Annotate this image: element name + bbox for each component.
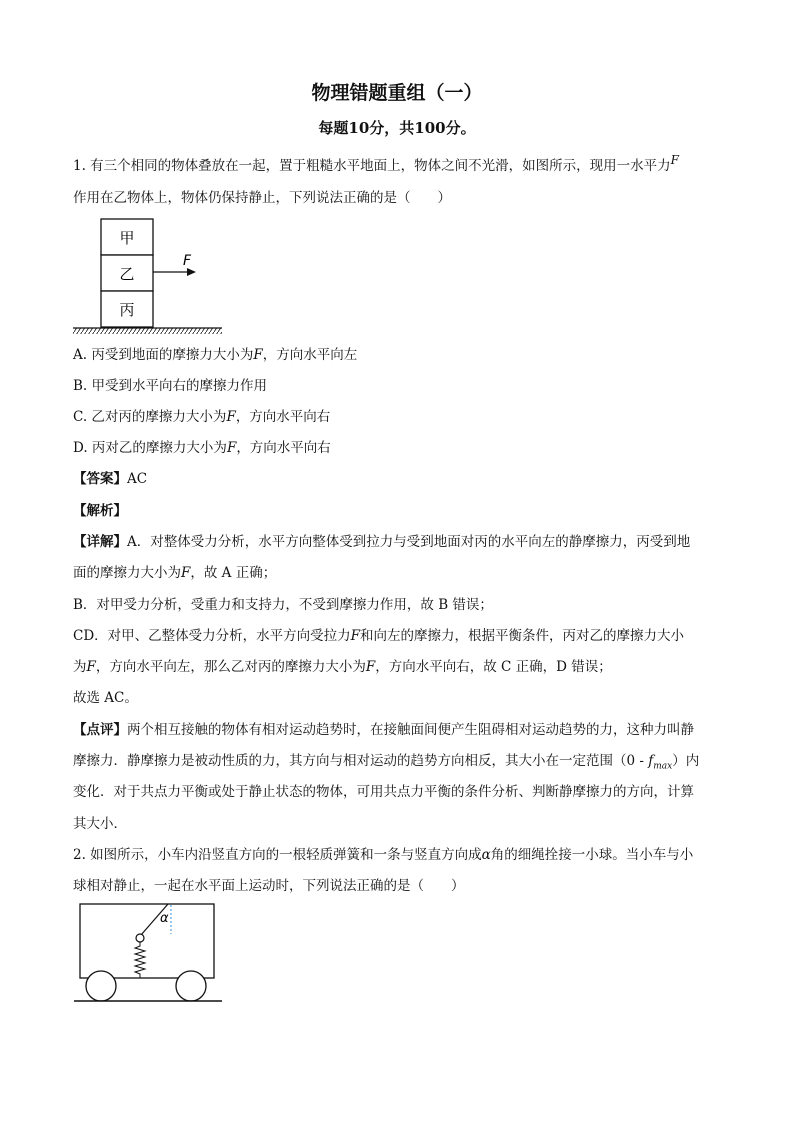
analysis-tag: 【解析】 bbox=[73, 503, 127, 519]
detail-line2-tail: ，故 A 正确； bbox=[190, 565, 277, 581]
detail-line5-var2: F bbox=[365, 659, 376, 675]
option-c-var: F bbox=[226, 409, 236, 425]
q1-answer bbox=[73, 470, 147, 488]
q2-figure-cart bbox=[70, 900, 230, 1006]
detail-line2-text: 面的摩擦力大小为 bbox=[73, 565, 181, 581]
q1-stem-line2: 作用在乙物体上，物体仍保持静止，下列说法正确的是（ ） bbox=[73, 190, 451, 206]
q1-comment-line1 bbox=[73, 721, 694, 739]
block-bing-label: 丙 bbox=[119, 301, 135, 319]
option-d-var: F bbox=[226, 440, 237, 456]
option-a-text: A. 丙受到地面的摩擦力大小为 bbox=[73, 347, 254, 363]
q1-comment-line2 bbox=[73, 752, 699, 776]
comment-line2-text: 摩擦力．静摩擦力是被动性质的力，其方向与相对运动的趋势方向相反，其大小在一定范围（0 - bbox=[73, 753, 649, 769]
q1-option-d bbox=[73, 439, 331, 457]
angle-label: α bbox=[160, 911, 169, 926]
q1-comment-line4: 其大小． bbox=[73, 816, 127, 832]
answer-value: AC bbox=[127, 471, 148, 487]
cart-body bbox=[80, 904, 214, 978]
right-wheel bbox=[176, 971, 206, 1001]
detail-line4-text: CD．对甲、乙整体受力分析，水平方向受拉力 bbox=[73, 628, 351, 644]
q1-figure-stacked-blocks bbox=[70, 218, 230, 338]
option-a-var: F bbox=[253, 347, 263, 363]
force-arrow-head bbox=[187, 268, 196, 276]
ball bbox=[136, 934, 144, 942]
detail-line5-a: 为 bbox=[73, 659, 87, 675]
detail-line5-var1: F bbox=[86, 659, 96, 675]
ground-hatch bbox=[73, 328, 222, 334]
answer-tag: 【答案】 bbox=[73, 471, 127, 487]
detail-line4-tail: 和向左的摩擦力，根据平衡条件，丙对乙的摩擦力大小 bbox=[360, 628, 685, 644]
detail-tag: 【详解】 bbox=[73, 534, 127, 550]
q1-detail-line1 bbox=[73, 533, 690, 551]
q1-stem-var-f: F bbox=[670, 153, 679, 167]
comment-fmax: f bbox=[648, 753, 654, 769]
detail-line4-var: F bbox=[350, 628, 361, 644]
page-subtitle: 每题10分，共100分。 bbox=[318, 119, 476, 137]
detail-line2-var: F bbox=[181, 565, 191, 581]
q1-option-a bbox=[73, 346, 357, 364]
comment-line2-tail: ）内 bbox=[672, 753, 700, 769]
option-a-tail: ，方向水平向左 bbox=[262, 347, 358, 363]
option-c-text: C. 乙对丙的摩擦力大小为 bbox=[73, 409, 227, 425]
q1-detail-line5 bbox=[73, 658, 612, 676]
option-c-tail: ，方向水平向右 bbox=[235, 409, 331, 425]
detail-line5-b: ，方向水平向左，那么乙对丙的摩擦力大小为 bbox=[95, 659, 366, 675]
q1-option-b: B. 甲受到水平向右的摩擦力作用 bbox=[73, 378, 268, 394]
detail-line1-text: A．对整体受力分析，水平方向整体受到拉力与受到地面对丙的水平向左的静摩擦力，丙受到地 bbox=[127, 534, 691, 550]
block-yi-label: 乙 bbox=[119, 265, 135, 283]
option-d-tail: ，方向水平向右 bbox=[236, 440, 331, 456]
detail-line5-c: ，方向水平向右，故 C 正确，D 错误； bbox=[375, 659, 612, 675]
comment-line1-text: 两个相互接触的物体有相对运动趋势时，在接触面间便产生阻碍相对运动趋势的力，这种力叫静 bbox=[127, 722, 694, 738]
q2-stem-line2: 球相对静止，一起在水平面上运动时，下列说法正确的是（ ） bbox=[73, 878, 465, 894]
block-jia-label: 甲 bbox=[119, 229, 135, 247]
q1-analysis-tag bbox=[73, 502, 127, 520]
q1-detail-line3: B．对甲受力分析，受重力和支持力，不受到摩擦力作用，故 B 错误； bbox=[73, 597, 493, 613]
q2-stem-line1 bbox=[73, 846, 693, 864]
q1-option-c bbox=[73, 408, 330, 426]
q1-stem-line1 bbox=[73, 153, 679, 175]
q2-stem-alpha: α bbox=[481, 847, 491, 863]
q2-stem-text: 2. 如图所示，小车内沿竖直方向的一根轻质弹簧和一条与竖直方向成 bbox=[73, 847, 482, 863]
q1-stem-text: 1. 有三个相同的物体叠放在一起，置于粗糙水平地面上，物体之间不光滑，如图所示，现用一水平力 bbox=[73, 158, 671, 174]
page-title: 物理错题重组（一） bbox=[311, 82, 483, 104]
q2-stem-tail: 角的细绳拴接一小球。当小车与小 bbox=[490, 847, 694, 863]
force-label: F bbox=[183, 253, 192, 269]
left-wheel bbox=[86, 971, 116, 1001]
q1-detail-line2 bbox=[73, 564, 276, 582]
comment-fmax-sub: max bbox=[653, 761, 673, 772]
comment-tag: 【点评】 bbox=[73, 722, 127, 738]
q1-detail-line4 bbox=[73, 627, 684, 645]
q1-detail-line6: 故选 AC。 bbox=[73, 690, 138, 706]
q1-comment-line3: 变化．对于共点力平衡或处于静止状态的物体，可用共点力平衡的条件分析、判断静摩擦力的方向，计算 bbox=[73, 784, 694, 800]
option-d-text: D. 丙对乙的摩擦力大小为 bbox=[73, 440, 227, 456]
